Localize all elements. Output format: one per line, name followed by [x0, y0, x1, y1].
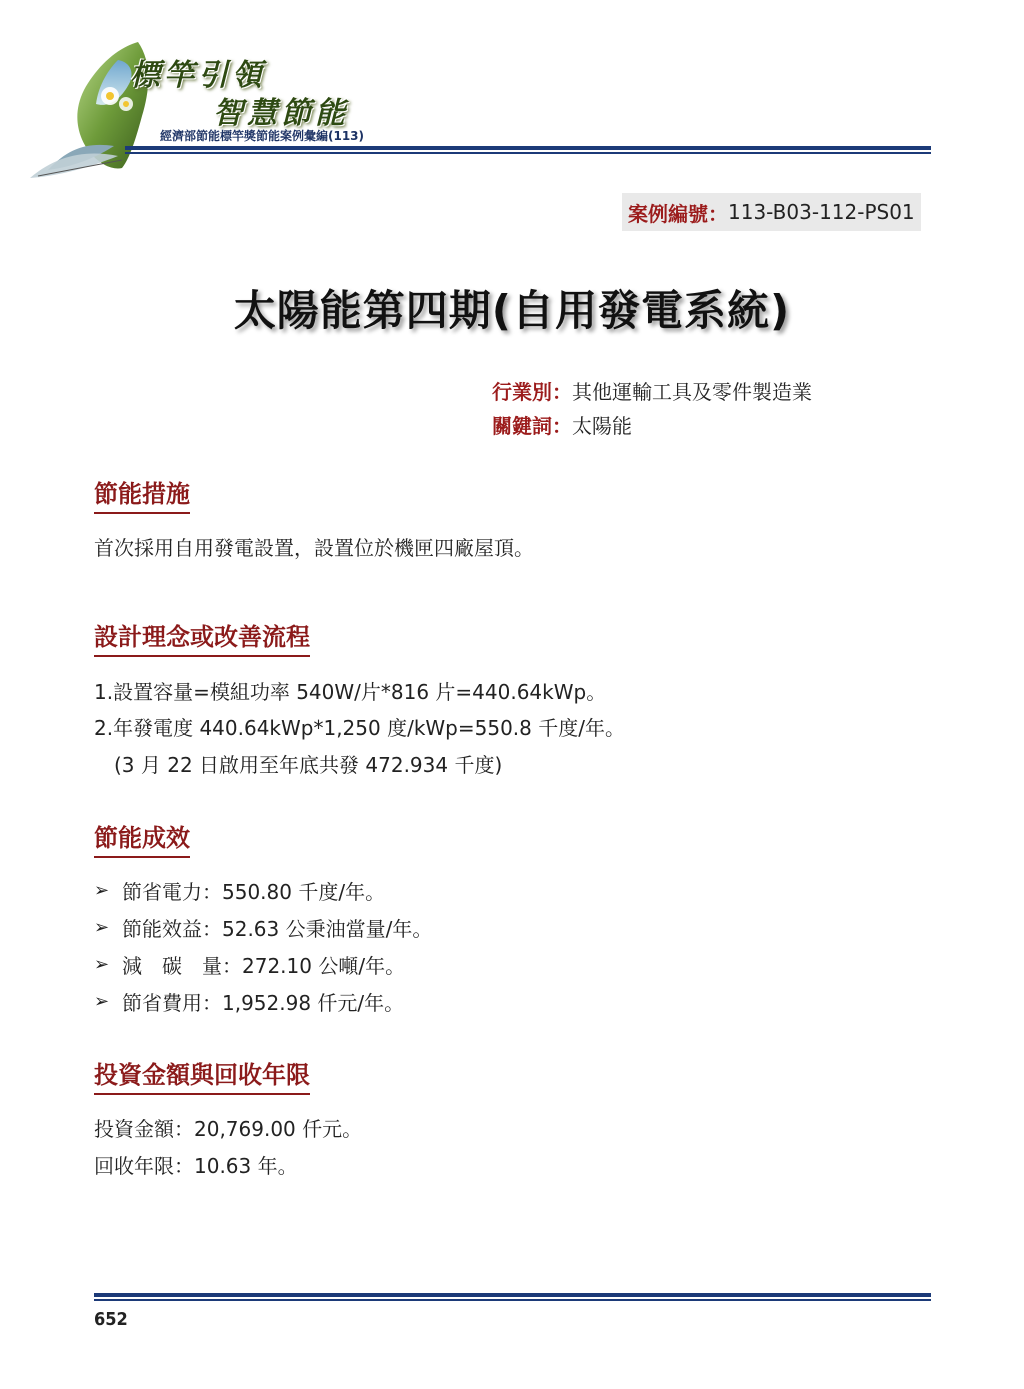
header-rule [125, 146, 931, 154]
result-item [94, 950, 405, 979]
industry-label: 行業別： [492, 380, 572, 404]
header-logo [18, 38, 398, 188]
arrow-bullet-icon: ➢ [94, 917, 110, 938]
case-number-label: 案例編號： [628, 201, 728, 226]
result-item [94, 876, 385, 905]
payback-period: 回收年限：10.63 年。 [94, 1154, 298, 1178]
measures-text: 首次採用自用發電設置，設置位於機匣四廠屋頂。 [94, 536, 534, 560]
keyword-value: 太陽能 [572, 414, 632, 438]
section-heading-design: 設計理念或改善流程 [94, 617, 310, 657]
industry-value: 其他運輸工具及零件製造業 [572, 380, 812, 404]
slogan-line-1: 標竿引領 [130, 58, 266, 93]
footer-rule [94, 1293, 931, 1301]
design-line-1: 1.設置容量=模組功率 540W/片*816 片=440.64kWp。 [94, 680, 607, 704]
section-heading-measures: 節能措施 [94, 474, 190, 514]
arrow-bullet-icon: ➢ [94, 991, 110, 1012]
slogan-line-2: 智慧節能 [213, 96, 349, 131]
keyword-label: 關鍵詞： [492, 414, 572, 438]
result-item [94, 987, 404, 1016]
arrow-bullet-icon: ➢ [94, 954, 110, 975]
page-number: 652 [94, 1309, 128, 1330]
design-line-3: (3 月 22 日啟用至年底共發 472.934 千度) [114, 753, 503, 777]
arrow-bullet-icon: ➢ [94, 880, 110, 901]
section-heading-investment: 投資金額與回收年限 [94, 1055, 310, 1095]
keyword-row [492, 410, 632, 439]
result-text: 節能效益：52.63 公秉油當量/年。 [122, 917, 433, 941]
result-text: 節省費用：1,952.98 仟元/年。 [122, 991, 405, 1015]
page-title: 太陽能第四期(自用發電系統) [233, 286, 791, 335]
design-line-2: 2.年發電度 440.64kWp*1,250 度/kWp=550.8 千度/年。 [94, 716, 625, 740]
case-number-value: 113-B03-112-PS01 [728, 200, 915, 224]
investment-amount: 投資金額：20,769.00 仟元。 [94, 1117, 363, 1141]
section-heading-results: 節能成效 [94, 818, 190, 858]
industry-row [492, 376, 812, 405]
result-text: 節省電力：550.80 千度/年。 [122, 880, 386, 904]
result-item [94, 913, 432, 942]
case-number-box [622, 193, 921, 231]
publication-subtitle: 經濟部節能標竿獎節能案例彙編(113) [160, 129, 365, 143]
result-text: 減 碳 量：272.10 公噸/年。 [122, 954, 406, 978]
